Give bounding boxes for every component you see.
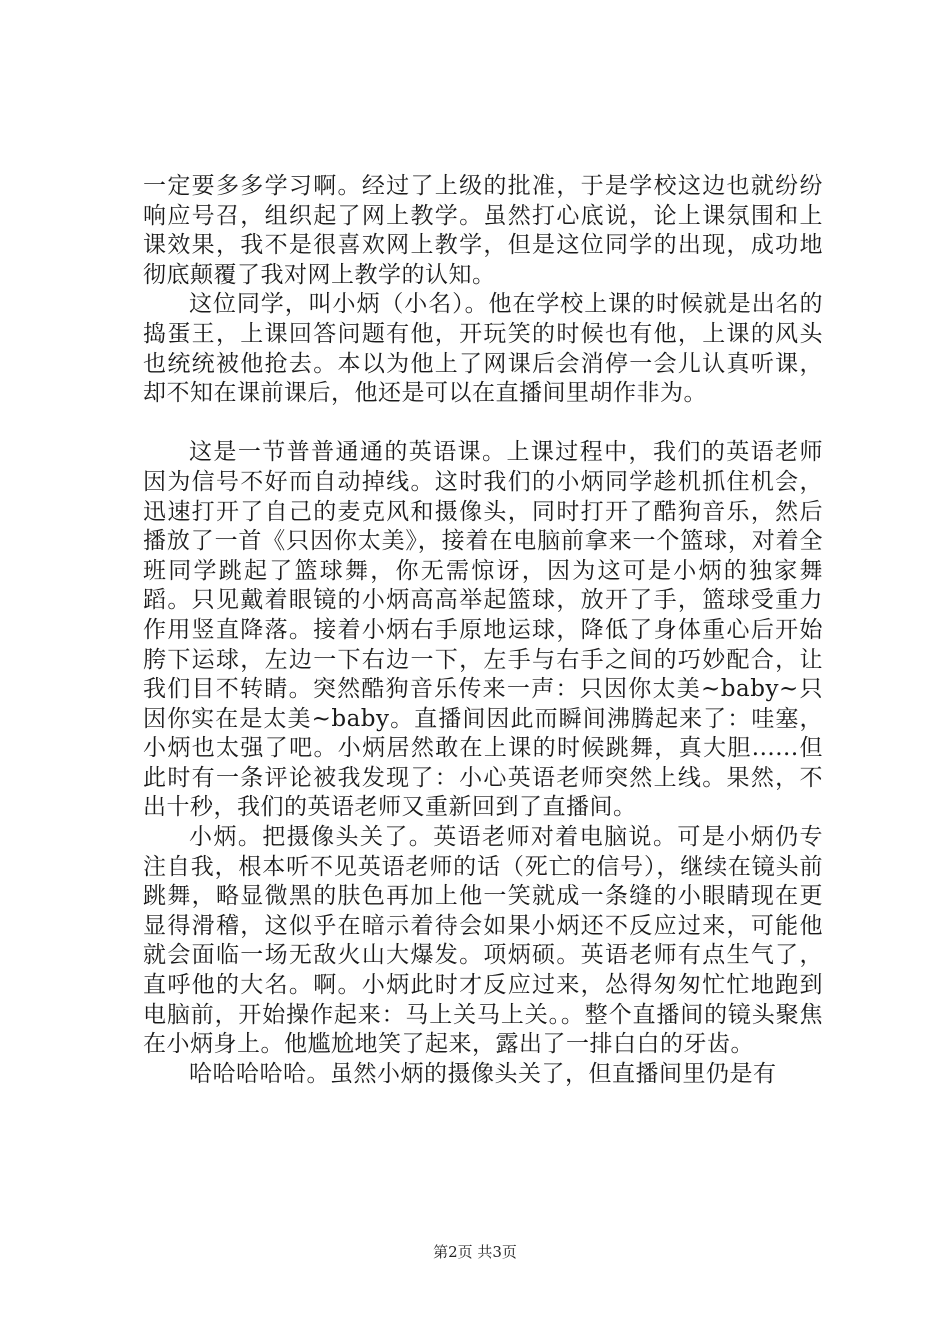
page-number-footer: 第2页 共3页 (433, 1243, 517, 1261)
document-body (143, 172, 823, 1089)
paragraph-laughter: 哈哈哈哈哈。虽然小炳的摄像头关了，但直播间里仍是有 (189, 1060, 777, 1087)
paragraph-english-class: 这是一节普普通通的英语课。上课过程中，我们的英语老师因为信号不好而自动掉线。这时我们的小炳同学趁机抓住机会，迅速打开了自己的麦克风和摄像头，同时打开了酷狗音乐，然后播放了一首《只因你太美》，接着在电脑前拿来一个篮球，对着全班同学跳起了篮球舞，你无需惊讶，因为这可是小炳的独家舞蹈。只见戴着眼镜的小炳高高举起篮球，放开了手，篮球受重力作用竖直降落。接着小炳右手原地运球，降低了身体重心后开始胯下运球，左边一下右边一下，左手与右手之间的巧妙配合，让我们目不转睛。突然酷狗音乐传来一声：只因你太美~baby~只因你实在是太美~baby。直播间因此而瞬间沸腾起来了：哇塞，小炳也太强了吧。小炳居然敢在上课的时候跳舞，真大胆......但此时有一条评论被我发现了：小心英语老师突然上线。果然，不出十秒，我们的英语老师又重新回到了直播间。 (143, 439, 823, 821)
paragraph-continuation: 一定要多多学习啊。经过了上级的批准，于是学校这边也就纷纷响应号召，组织起了网上教学。虽然打心底说，论上课氛围和上课效果，我不是很喜欢网上教学，但是这位同学的出现，成功地彻底颠覆了我对网上教学的认知。 (143, 173, 823, 288)
paragraph-introduction: 这位同学，叫小炳（小名）。他在学校上课的时候就是出名的捣蛋王，上课回答问题有他，开玩笑的时候也有他，上课的风头也统统被他抢去。本以为他上了网课后会消停一会儿认真听课，却不知在课前课后，他还是可以在直播间里胡作非为。 (143, 291, 823, 407)
paragraph-teacher-returns: 小炳。把摄像头关了。英语老师对着电脑说。可是小炳仍专注自我，根本听不见英语老师的话（死亡的信号），继续在镜头前跳舞，略显微黑的肤色再加上他一笑就成一条缝的小眼睛现在更显得滑稽，这似乎在暗示着待会如果小炳还不反应过来，可能他就会面临一场无敌火山大爆发。项炳硕。英语老师有点生气了，直呼他的大名。啊。小炳此时才反应过来，怂得匆匆忙忙地跑到电脑前，开始操作起来：马上关马上关。。整个直播间的镜头聚焦在小炳身上。他尴尬地笑了起来，露出了一排白白的牙齿。 (143, 824, 823, 1058)
